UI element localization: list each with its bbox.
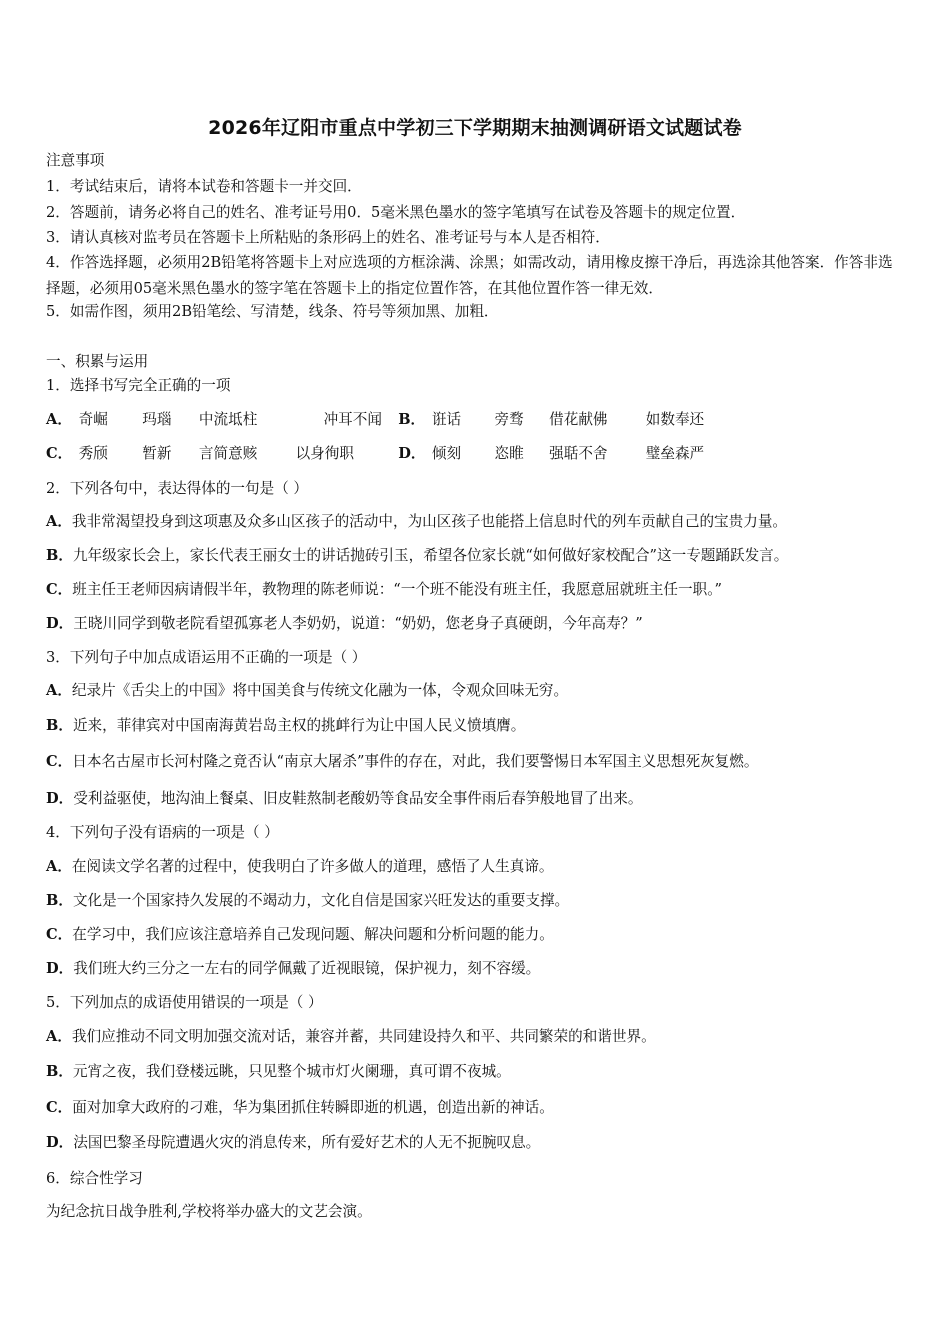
q5-option-c-letter: C．	[46, 1099, 73, 1116]
q5-option-c-text: 面对加拿大政府的刁难，华为集团抓住转瞬即逝的机遇，创造出新的神话。	[72, 1099, 554, 1116]
q1-d-word-3: 强聒不舍	[549, 445, 608, 462]
q2-option-a-text: 我非常渴望投身到这项惠及众多山区孩子的活动中，为山区孩子也能搭上信息时代的列车贡献自己的宝贵力量。	[71, 513, 788, 530]
q2-option-a	[46, 512, 787, 532]
q5-stem: 5．下列加点的成语使用错误的一项是（ ）	[46, 994, 323, 1011]
q5-option-a	[46, 1027, 656, 1047]
notice-item-5: 5．如需作图，须用2B铅笔绘、写清楚，线条、符号等须加黑、加粗．	[46, 303, 499, 320]
page-title: 2026年辽阳市重点中学初三下学期期末抽测调研语文试题试卷	[208, 117, 742, 139]
q1-stem: 1．选择书写完全正确的一项	[46, 377, 231, 394]
q5-option-b-text: 元宵之夜，我们登楼远眺，只见整个城市灯火阑珊，真可谓不夜城。	[72, 1063, 511, 1080]
q5-option-d-text: 法国巴黎圣母院遭遇火灾的消息传来，所有爱好艺术的人无不扼腕叹息。	[73, 1134, 541, 1151]
q4-option-a	[46, 857, 554, 877]
q4-stem: 4．下列句子没有语病的一项是（ ）	[46, 824, 279, 841]
q3-option-b-letter: B．	[46, 717, 73, 734]
q1-b-word-4: 如数奉还	[645, 411, 705, 428]
q4-option-a-letter: A．	[46, 858, 72, 875]
q4-option-d	[46, 959, 540, 979]
q5-option-d-letter: D．	[46, 1134, 74, 1151]
q2-stem: 2．下列各句中，表达得体的一句是（ ）	[46, 480, 309, 497]
q2-option-b-text: 九年级家长会上，家长代表王丽女士的讲话抛砖引玉，希望各位家长就“如何做好家校配合”这一专题踊跃发言。	[72, 547, 789, 564]
q3-option-d	[46, 789, 642, 809]
q1-b-word-2: 旁骛	[494, 411, 524, 428]
q4-option-b	[46, 891, 569, 911]
q5-option-d	[46, 1133, 540, 1153]
q4-option-a-text: 在阅读文学名著的过程中，使我明白了许多做人的道理，感悟了人生真谛。	[71, 858, 554, 875]
q1-b-word-3: 借花献佛	[549, 411, 608, 428]
q1-d-word-1: 倾刻	[431, 445, 462, 462]
q5-option-b-letter: B．	[46, 1063, 73, 1080]
q1-option-a-letter: A．	[46, 411, 72, 428]
notice-item-2: 2．答题前，请务必将自己的姓名、准考证号用0．5毫米黑色墨水的签字笔填写在试卷及答题卡的规定位置．	[46, 204, 746, 221]
q2-option-d	[46, 614, 643, 634]
q4-option-d-letter: D．	[46, 960, 74, 977]
q1-a-word-4: 冲耳不闻	[323, 411, 382, 428]
section-heading: 一、积累与运用	[46, 353, 149, 370]
q1-option-b-letter: B．	[398, 411, 426, 428]
q3-option-c-text: 日本名古屋市长河村隆之竟否认“南京大屠杀”事件的存在，对此，我们要警惕日本军国主义思想死灰复燃。	[72, 753, 759, 770]
q2-option-d-letter: D．	[46, 615, 74, 632]
q3-option-a-text: 纪录片《舌尖上的中国》将中国美食与传统文化融为一体，令观众回味无穷。	[71, 682, 569, 699]
notice-item-4: 4．作答选择题，必须用2B铅笔将答题卡上对应选项的方框涂满、涂黑；如需改动，请用橡皮擦干净后，再选涂其他答案．作答非选择题，必须用05毫米黑色墨水的签字笔在答题卡上的指定位置作答，在其他位置作答一律无效．	[46, 254, 893, 297]
q2-option-a-letter: A．	[46, 513, 72, 530]
q4-option-b-text: 文化是一个国家持久发展的不竭动力，文化自信是国家兴旺发达的重要支撑。	[72, 892, 570, 909]
notice-item-3: 3．请认真核对监考员在答题卡上所粘贴的条形码上的姓名、准考证号与本人是否相符．	[46, 229, 610, 246]
q3-option-d-letter: D．	[46, 790, 74, 807]
q4-option-c	[46, 925, 554, 945]
q1-a-word-2: 玛瑙	[142, 411, 172, 428]
q3-option-c	[46, 752, 758, 772]
q3-stem: 3．下列句子中加点成语运用不正确的一项是（ ）	[46, 649, 367, 666]
q4-option-c-letter: C．	[46, 926, 73, 943]
q2-option-d-text: 王晓川同学到敬老院看望孤寡老人李奶奶，说道：“奶奶，您老身子真硬朗，今年高寿？”	[73, 615, 643, 632]
q3-option-d-text: 受利益驱使，地沟油上餐桌、旧皮鞋熬制老酸奶等食品安全事件雨后春笋般地冒了出来。	[73, 790, 643, 807]
q5-option-b	[46, 1062, 511, 1082]
q1-options-row-1	[46, 410, 746, 430]
q3-option-a-letter: A．	[46, 682, 72, 699]
q6-stem: 6．综合性学习	[46, 1170, 143, 1187]
q5-option-a-letter: A．	[46, 1028, 72, 1045]
q1-c-word-2: 暂新	[142, 445, 172, 462]
q1-d-word-2: 恣睢	[494, 445, 524, 462]
q1-options-row-2	[46, 444, 746, 464]
q1-a-word-3: 中流坻柱	[198, 411, 258, 428]
q3-option-a	[46, 681, 568, 701]
q2-option-c-text: 班主任王老师因病请假半年，教物理的陈老师说：“一个班不能没有班主任，我愿意屈就班主任一职。”	[72, 581, 722, 598]
q1-a-word-1: 奇崛	[78, 411, 108, 428]
q1-b-word-1: 诳话	[431, 411, 462, 428]
q4-option-c-text: 在学习中，我们应该注意培养自己发现问题、解决问题和分析问题的能力。	[72, 926, 554, 943]
q4-option-d-text: 我们班大约三分之一左右的同学佩戴了近视眼镜，保护视力，刻不容缓。	[73, 960, 541, 977]
q6-intro: 为纪念抗日战争胜利,学校将举办盛大的文艺会演。	[46, 1203, 372, 1220]
q1-option-d-letter: D．	[398, 445, 426, 462]
q4-option-b-letter: B．	[46, 892, 73, 909]
q2-option-c	[46, 580, 722, 600]
q3-option-b-text: 近来，菲律宾对中国南海黄岩岛主权的挑衅行为让中国人民义愤填膺。	[72, 717, 526, 734]
q3-option-c-letter: C．	[46, 753, 73, 770]
q2-option-c-letter: C．	[46, 581, 73, 598]
q1-c-word-3: 言简意赅	[198, 445, 258, 462]
q2-option-b	[46, 546, 788, 566]
q1-d-word-4: 璧垒森严	[645, 445, 705, 462]
q2-option-b-letter: B．	[46, 547, 73, 564]
notice-item-1: 1．考试结束后，请将本试卷和答题卡一并交回．	[46, 178, 362, 195]
q1-option-c-letter: C．	[46, 445, 73, 462]
q5-option-a-text: 我们应推动不同文明加强交流对话，兼容并蓄，共同建设持久和平、共同繁荣的和谐世界。	[71, 1028, 656, 1045]
notice-heading: 注意事项	[46, 152, 105, 169]
q3-option-b	[46, 716, 525, 736]
q1-c-word-4: 以身徇职	[295, 445, 354, 462]
q1-c-word-1: 秀颀	[78, 445, 108, 462]
q5-option-c	[46, 1098, 554, 1118]
